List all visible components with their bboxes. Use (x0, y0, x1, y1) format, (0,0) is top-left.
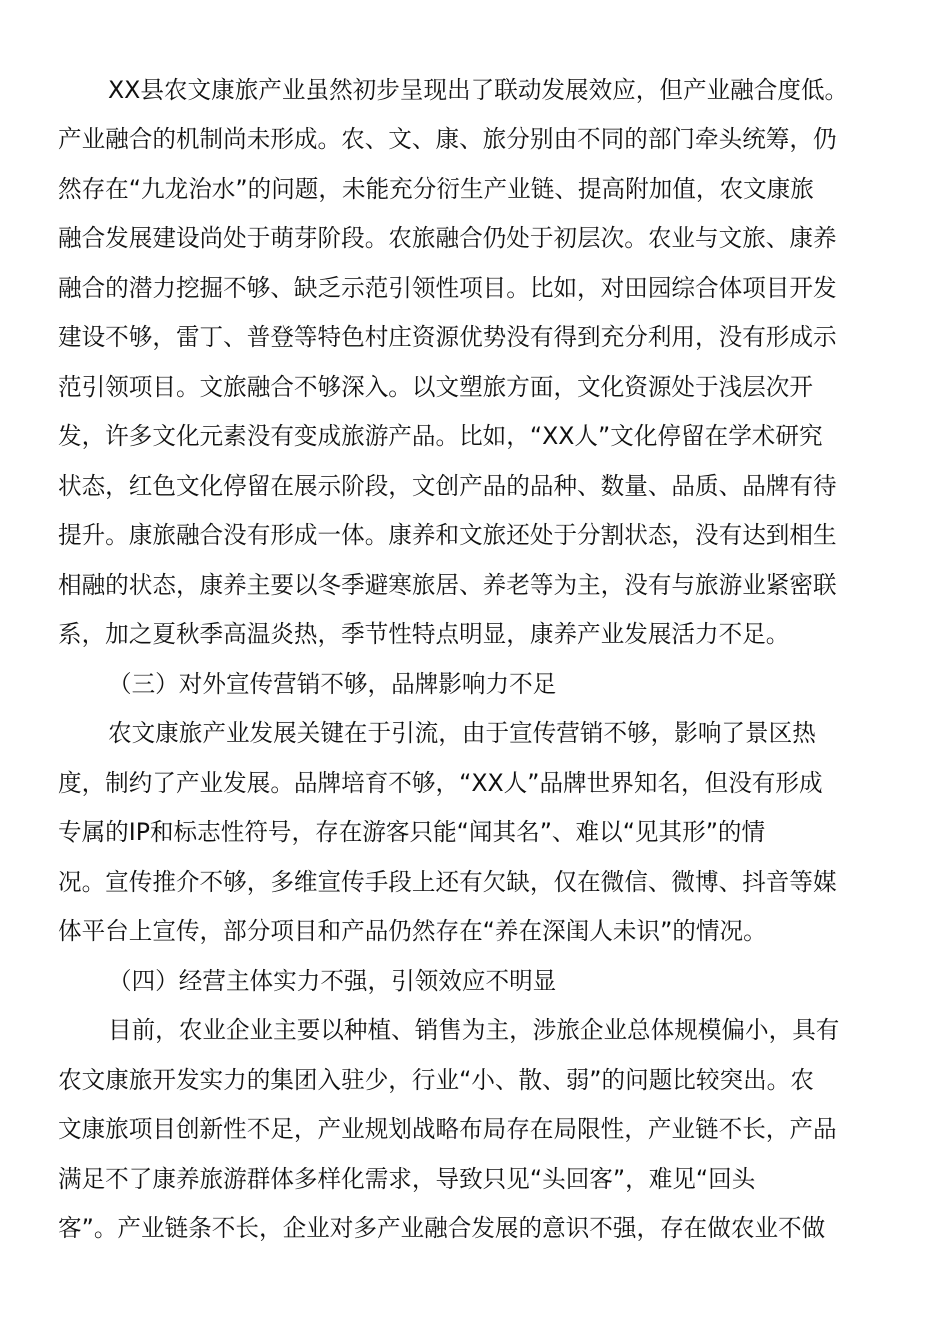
paragraph-3-line-1: 目前，农业企业主要以种植、销售为主，涉旅企业总体规模偏小，具有 (108, 1016, 840, 1044)
paragraph-1-line-9: 状态，红色文化停留在展示阶段，文创产品的品种、数量、品质、品牌有待 (58, 472, 837, 500)
paragraph-3-line-4: 满足不了康养旅游群体多样化需求，导致只见“头回客”，难见“回头 (58, 1165, 756, 1193)
paragraph-1-line-3: 然存在“九龙治水”的问题，未能充分衍生产业链、提高附加值，农文康旅 (58, 175, 814, 203)
paragraph-1-line-8: 发，许多文化元素没有变成旅游产品。比如，“XX人”文化停留在学术研究 (58, 422, 823, 450)
paragraph-1-line-11: 相融的状态，康养主要以冬季避寒旅居、养老等为主，没有与旅游业紧密联 (58, 571, 837, 599)
paragraph-3-line-5: 客”。产业链条不长，企业对多产业融合发展的意识不强，存在做农业不做 (58, 1214, 826, 1242)
paragraph-2-line-5: 体平台上宣传，部分项目和产品仍然存在“养在深闺人未识”的情况。 (58, 917, 767, 945)
paragraph-1-line-2: 产业融合的机制尚未形成。农、文、康、旅分别由不同的部门牵头统筹，仍 (58, 125, 837, 153)
paragraph-1-line-12: 系，加之夏秋季高温炎热，季节性特点明显，康养产业发展活力不足。 (58, 620, 790, 648)
paragraph-1-line-1: XX县农文康旅产业虽然初步呈现出了联动发展效应，但产业融合度低。 (108, 76, 849, 104)
section-heading-4: （四）经营主体实力不强，引领效应不明显 (108, 967, 557, 995)
section-heading-3: （三）对外宣传营销不够，品牌影响力不足 (108, 670, 557, 698)
paragraph-2-line-2: 度，制约了产业发展。品牌培育不够，“XX人”品牌世界知名，但没有形成 (58, 769, 823, 797)
paragraph-1-line-7: 范引领项目。文旅融合不够深入。以文塑旅方面，文化资源处于浅层次开 (58, 373, 813, 401)
paragraph-2-line-1: 农文康旅产业发展关键在于引流，由于宣传营销不够，影响了景区热 (108, 719, 816, 747)
paragraph-2-line-4: 况。宣传推介不够，多维宣传手段上还有欠缺，仅在微信、微博、抖音等媒 (58, 868, 837, 896)
paragraph-3-line-2: 农文康旅开发实力的集团入驻少，行业“小、散、弱”的问题比较突出。农 (58, 1066, 814, 1094)
paragraph-1-line-5: 融合的潜力挖掘不够、缺乏示范引领性项目。比如，对田园综合体项目开发 (58, 274, 837, 302)
paragraph-2-line-3: 专属的IP和标志性符号，存在游客只能“闻其名”、难以“见其形”的情 (58, 818, 766, 846)
paragraph-3-line-3: 文康旅项目创新性不足，产业规划战略布局存在局限性，产业链不长，产品 (58, 1115, 837, 1143)
paragraph-1-line-4: 融合发展建设尚处于萌芽阶段。农旅融合仍处于初层次。农业与文旅、康养 (58, 224, 837, 252)
paragraph-1-line-6: 建设不够，雷丁、普登等特色村庄资源优势没有得到充分利用，没有形成示 (58, 323, 837, 351)
paragraph-1-line-10: 提升。康旅融合没有形成一体。康养和文旅还处于分割状态，没有达到相生 (58, 521, 837, 549)
